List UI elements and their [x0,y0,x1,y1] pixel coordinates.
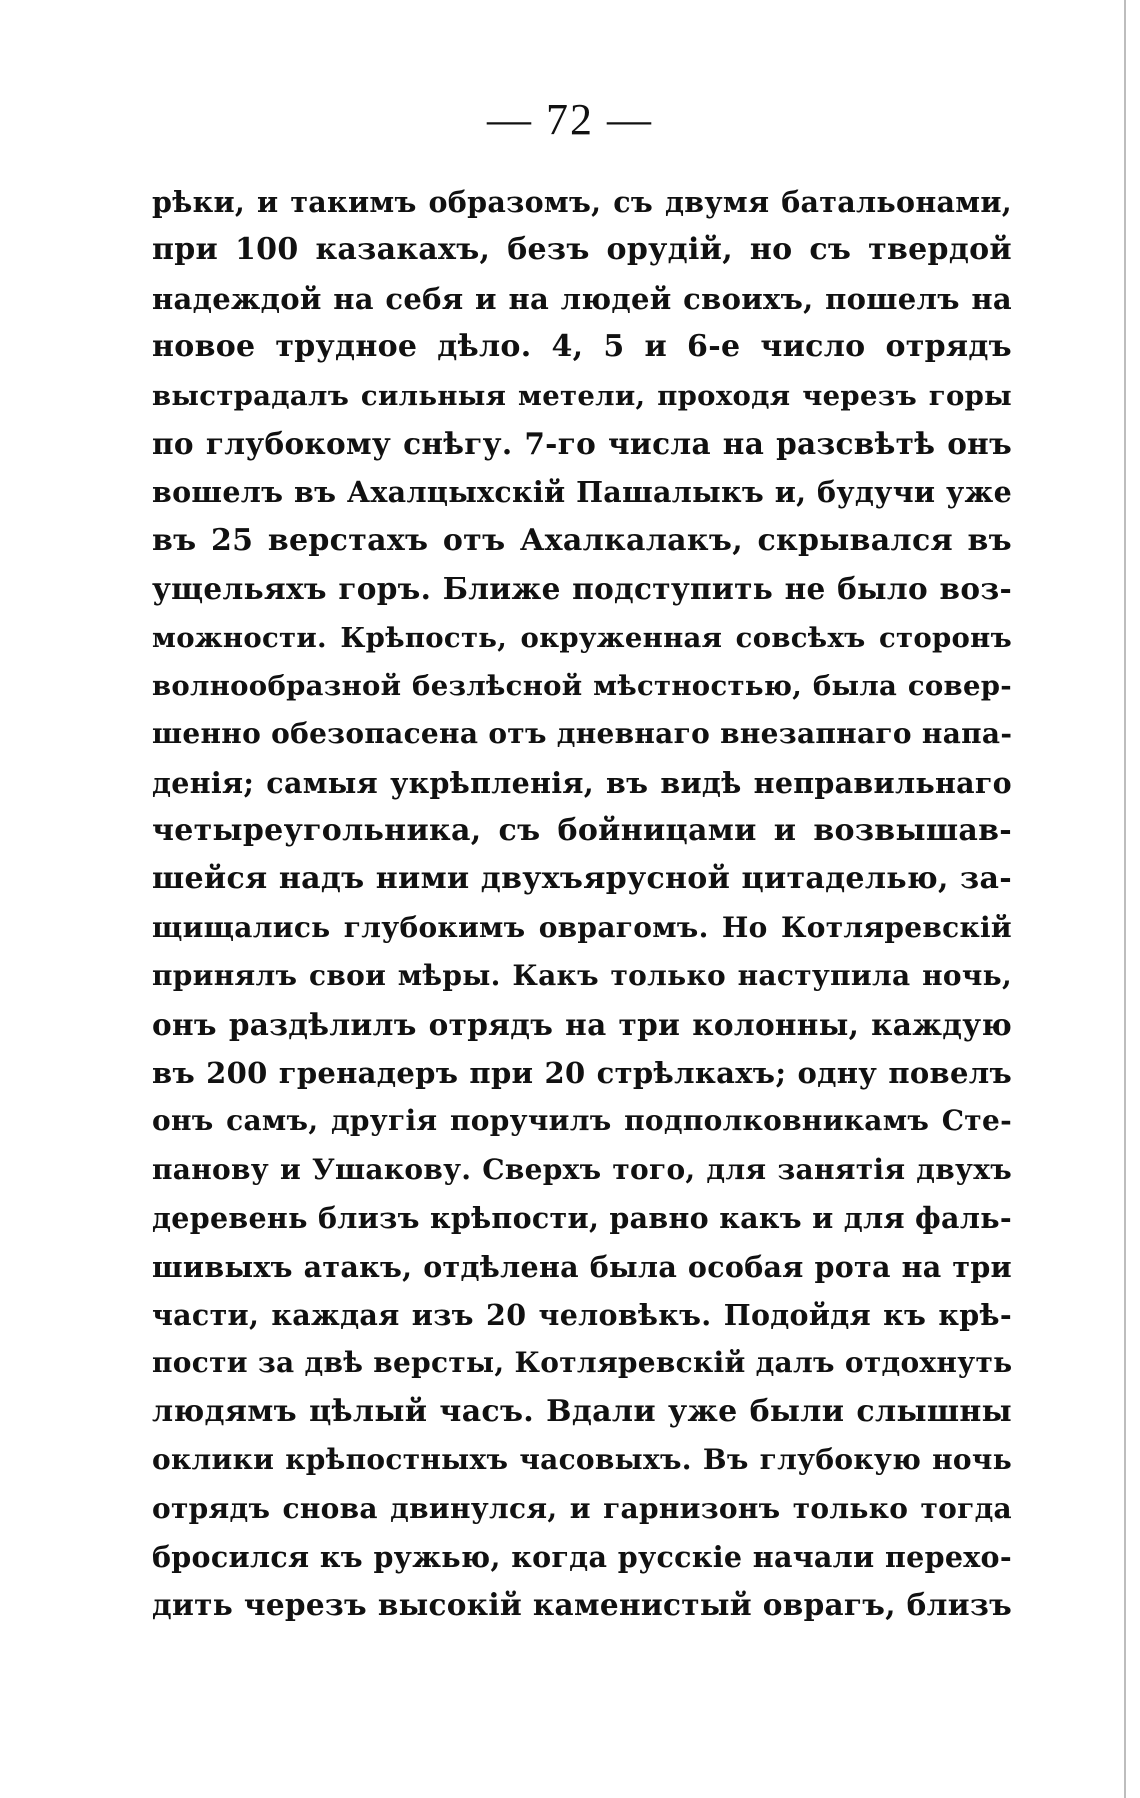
text-line: въ 25 верстахъ отъ Ахалкалакъ, скрывался въ [152,522,1012,558]
text-line: вошелъ въ Ахалцыхскій Пашалыкъ и, будучи уже [152,475,1012,510]
text-line: шейся надъ ними двухъярусной цитаделью, за- [152,861,1012,897]
text-line: ущельяхъ горъ. Ближе подступить не было воз- [152,571,1012,607]
page-body-text [152,178,1012,1630]
text-line: части, каждая изъ 20 человѣкъ. Подойдя къ крѣ- [152,1297,1012,1332]
text-line: щищались глубокимъ оврагомъ. Но Котляревскій [152,910,1012,944]
text-line: людямъ цѣлый часъ. Вдали уже были слышны [152,1393,1012,1429]
text-line: панову и Ушакову. Сверхъ того, для занятія двухъ [152,1152,1012,1186]
text-line: надеждой на себя и на людей своихъ, пошелъ на [152,281,1012,316]
text-line: при 100 казакахъ, безъ орудій, но съ твердой [152,232,1012,268]
text-line: онъ раздѣлилъ отрядъ на три колонны, каждую [152,1006,1012,1042]
text-line: четыреугольника, съ бойницами и возвышав- [152,813,1012,849]
text-line: въ 200 гренадеръ при 20 стрѣлкахъ; одну повелъ [152,1056,1012,1091]
text-line: отрядъ снова двинулся, и гарнизонъ только тогда [152,1491,1012,1525]
text-line: шенно обезопасена отъ дневнаго внезапнаго напа- [152,717,1012,751]
text-line: принялъ свои мѣры. Какъ только наступила ночь, [152,959,1012,993]
page-number-header: — 72 — [487,95,653,144]
text-line: рѣки, и такимъ образомъ, съ двумя батальонами, [152,185,1012,219]
text-line: денія; самыя укрѣпленія, въ видѣ неправильнаго [152,765,1012,800]
text-line: дить черезъ высокій каменистый оврагъ, близъ [152,1587,1012,1623]
text-line: выстрадалъ сильныя метели, проходя черезъ горы [152,379,1012,412]
text-line: шивыхъ атакъ, отдѣлена была особая рота на три [152,1249,1012,1284]
text-line: пости за двѣ версты, Котляревскій далъ отдохнуть [152,1346,1012,1380]
text-line: деревень близъ крѣпости, равно какъ и для фаль- [152,1201,1012,1236]
text-line: можности. Крѣпость, окруженная совсѣхъ сторонъ [152,621,1012,654]
text-line: онъ самъ, другія поручилъ подполковникамъ Сте- [152,1104,1012,1138]
text-line: оклики крѣпостныхъ часовыхъ. Въ глубокую ночь [152,1443,1012,1477]
text-line: по глубокому снѣгу. 7-го числа на разсвѣтѣ онъ [152,425,1012,461]
text-line: новое трудное дѣло. 4, 5 и 6-е число отрядъ [152,329,1012,365]
text-line: бросился къ ружью, когда русскіе начали перехо- [152,1539,1012,1574]
page-edge-line [1124,0,1126,1798]
text-line: волнообразной безлѣсной мѣстностью, была совер- [152,669,1012,702]
